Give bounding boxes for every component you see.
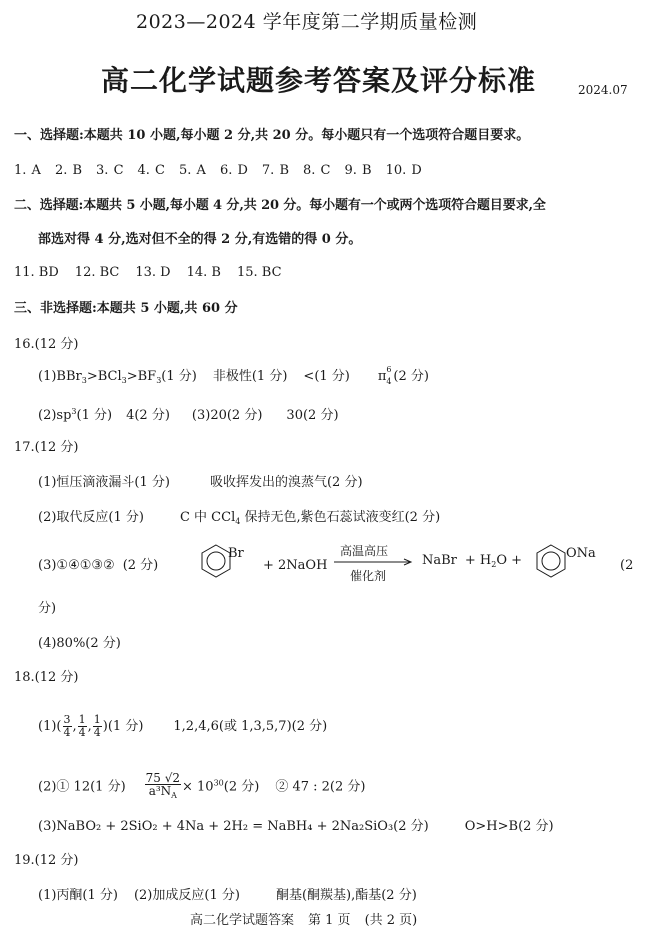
answer-7: 7. B	[261, 163, 289, 178]
section3-intro: 三、非选择题:本题共 5 小题,共 60 分	[14, 301, 238, 316]
ona-group: ONa	[566, 546, 596, 561]
q16-head: 16.(12 分)	[14, 337, 79, 352]
q19-head: 19.(12 分)	[14, 853, 79, 868]
answer-9: 9. B	[344, 163, 372, 178]
q17-part1: (1)恒压滴液漏斗(1 分) 吸收挥发出的溴蒸气(2 分)	[38, 475, 363, 490]
reaction-arrow	[334, 558, 414, 566]
section2-intro-line2: 部选对得 4 分,选对但不全的得 2 分,有选错的得 0 分。	[38, 232, 362, 247]
answer-10: 10. D	[385, 163, 422, 178]
q18-part2: (2)① 12(1 分) $\frac{75 √2}{a^3N_A}$ × $10^{30}(2$ 分) ② 47 : 2(2 分)	[38, 771, 366, 800]
q16-part1: $(1)BBr_3>BCl_3>BF_3(1$ 分) 非极性(1 分) <(1 分) π 6 4 (2 分)	[38, 365, 429, 386]
q17-head: 17.(12 分)	[14, 440, 79, 455]
answer-2: 2. B	[54, 163, 83, 178]
bromo-group: Br	[228, 546, 244, 561]
q16-pi-bond: π 6 4	[377, 365, 392, 386]
section2-intro-line1: 二、选择题:本题共 5 小题,每小题 4 分,共 20 分。每小题有一个或两个选项符合题目要求,全	[14, 198, 546, 213]
product-terms: NaBr + $H_2O$ +	[422, 553, 523, 569]
density-fraction: $\frac{75 √2}{a^3N_A}$	[145, 771, 181, 800]
answer-6: 6. D	[219, 163, 248, 178]
answer-5: 5. A	[179, 163, 206, 178]
section1-intro: 一、选择题:本题共 10 小题,每小题 2 分,共 20 分。每小题只有一个选项符合题目要求。	[14, 128, 530, 143]
naoh-term: + 2NaOH	[263, 558, 328, 573]
reaction-condition-bottom: 催化剂	[350, 569, 387, 583]
page-footer: 高二化学试题答案 第 1 页 (共 2 页)	[190, 913, 418, 928]
answer-14: 14. B	[186, 265, 221, 280]
answer-15: 15. BC	[236, 265, 282, 280]
section1-answers	[14, 163, 422, 179]
answer-8: 8. C	[303, 163, 331, 178]
q18-head: 18.(12 分)	[14, 670, 79, 685]
q18-part3: (3)NaBO₂ + 2SiO₂ + 4Na + 2H₂ = NaBH₄ + 2Na₂SiO₃(2 分) O>H>B(2 分)	[38, 819, 554, 834]
fraction-3: $\frac{1}{4}$	[93, 713, 101, 739]
q17-part4: (4)80%(2 分)	[38, 636, 121, 651]
answer-13: 13. D	[135, 265, 171, 280]
q19-part1: (1)丙酮(1 分) (2)加成反应(1 分) 酮基(酮羰基),酯基(2 分)	[38, 888, 417, 903]
q16-acid-order: $BBr_3>BCl_3>BF_3$	[56, 369, 162, 385]
q17-part2: (2)取代反应(1 分) C 中 CCl$_4$ 保持无色,紫色石蕊试液变红(2 分)	[38, 510, 441, 526]
answer-1: 1. A	[14, 163, 41, 178]
answer-3: 3. C	[96, 163, 124, 178]
section2-answers	[14, 265, 282, 281]
q17-part3-score-wrap-2: 分)	[38, 601, 57, 616]
q18-part1: (1)( $\frac{3}{4}$ , $\frac{1}{4}$ , $\frac{1}{4}$ )(1 分) 1,2,4,6(或 1,3,5,7)(2 分)	[38, 713, 328, 739]
page-title: 高二化学试题参考答案及评分标准	[101, 64, 537, 97]
answer-12: 12. BC	[74, 265, 120, 280]
answer-11: 11. BD	[14, 265, 59, 280]
q16-part2: $(2)sp^3(1$ 分) 4(2 分) (3)20(2 分) 30(2 分)	[38, 407, 339, 423]
fraction-2: $\frac{1}{4}$	[78, 713, 86, 739]
answer-4: 4. C	[137, 163, 165, 178]
q17-part3-score-wrap: (2	[620, 558, 634, 573]
reaction-condition-top: 高温高压	[340, 544, 389, 558]
fraction-1: $\frac{3}{4}$	[63, 713, 71, 739]
sodium-phenoxide-structure	[535, 543, 569, 579]
exam-line: 2023—2024 学年度第二学期质量检测	[136, 11, 478, 33]
q17-part3-order: (3)①④①③② (2 分)	[38, 558, 159, 573]
date: 2024.07	[578, 83, 628, 97]
